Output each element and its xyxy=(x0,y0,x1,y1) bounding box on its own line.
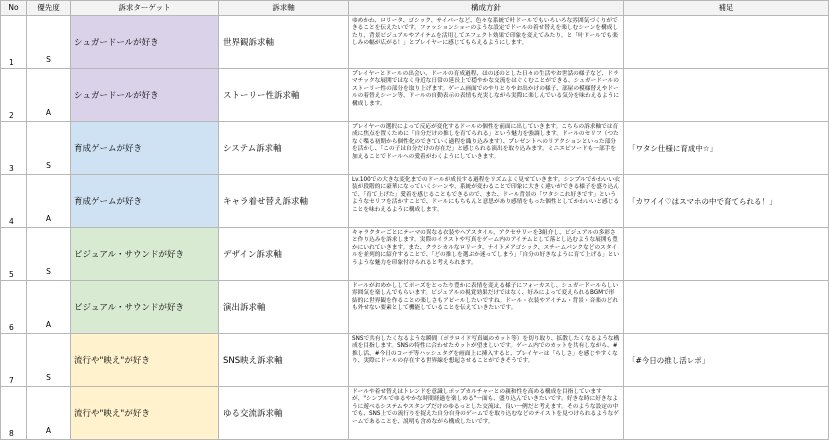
table-row xyxy=(1,334,829,387)
table-row xyxy=(1,175,829,228)
row-no: 6 xyxy=(1,281,27,334)
row-priority: S xyxy=(27,122,71,175)
header-priority: 優先度 xyxy=(27,1,71,16)
row-axis: キャラ着せ替え訴求軸 xyxy=(219,175,349,228)
row-axis: ゆる交流訴求軸 xyxy=(219,387,349,440)
row-priority: S xyxy=(27,16,71,69)
row-target: 流行や"映え"が好き xyxy=(71,334,219,387)
header-note: 補足 xyxy=(624,1,829,16)
row-target: ビジュアル・サウンドが好き xyxy=(71,228,219,281)
row-note: 「ワタシ仕様に育成中☆」 xyxy=(624,122,829,175)
row-axis: SNS映え訴求軸 xyxy=(219,334,349,387)
row-no: 7 xyxy=(1,334,27,387)
row-note: 「#今日の推し活レポ」 xyxy=(624,334,829,387)
row-no: 1 xyxy=(1,16,27,69)
row-note: 「カワイイ♡はスマホの中で育てられる！」 xyxy=(624,175,829,228)
row-priority: A xyxy=(27,175,71,228)
row-note xyxy=(624,387,829,440)
header-target: 訴求ターゲット xyxy=(71,1,219,16)
row-policy: ゆめかわ、ロリータ、ゴシック、サイバーなど、色々な系統で叶ドールでもいろいろな雰囲気づくりができることを伝えたいです。ファッションショーのような設定でドールの着せ替えを楽しむシーンを構成したり、背景ビジュアルやアイテムを活用してエフェクト効果で印象を変えてみたり。と「叶ドールでも楽しみの幅が広がる！」とプレイヤーに感じてもらえるようにします。 xyxy=(349,16,624,69)
row-note xyxy=(624,228,829,281)
row-priority: S xyxy=(27,334,71,387)
table-row xyxy=(1,281,829,334)
row-no: 4 xyxy=(1,175,27,228)
row-note xyxy=(624,69,829,122)
row-target: 流行や"映え"が好き xyxy=(71,387,219,440)
row-policy: SNSで共有したくなるような瞬間（ポラロイド写真風のカット等）を切り取り、拡散したくなるような構成を目指します。SNSの特性に合わせたカットが望ましいです。ゲーム内でのカットを共有しながら、#推し活、#今日のコーデ等ハッシュタグを画面上に挿入すると、プレイヤーは「らしさ」を感じやすくなり、実際にドールの存在する世界線を想起させることができそうです。 xyxy=(349,334,624,387)
table-row xyxy=(1,387,829,440)
row-axis: デザイン訴求軸 xyxy=(219,228,349,281)
header-policy: 構成方針 xyxy=(349,1,624,16)
row-axis: 演出訴求軸 xyxy=(219,281,349,334)
table-row xyxy=(1,69,829,122)
header-row xyxy=(1,1,829,16)
row-target: シュガードールが好き xyxy=(71,69,219,122)
row-policy: Lv.100での大きな変化までのドールが成長する過程をリズムよく見せていきます。シンプルでかわいい衣装が段階的に豪華になっていくシーンや、系統が変わることで印象に大きく違いができる様子を盛り込んで、「育て上げた」愛着を感じることもできるので、また、ドール背景の「ワタシこれ好きです」というようなセリフを活かすことで、ドールにもちもんと意思があり感情をもった個性としてかわいいと感じることを味わえるように構成します。 xyxy=(349,175,624,228)
row-policy: プレイヤーとドールの出会い、ドールの育成過程、ほのぼのとした日々の生活やお世話の様子など、ドラマチックな展開ではなく身近な日常の延長上で穏やかな交流をはぐくむことができる、シュガードールのストーリー性の部分を取り上げます。ゲーム画面でのやりとりやお出かけの様子、部屋の模様替えやドールの着替えシーン等、ドールの自動表示の表情も充実しながら実際に楽しんでいる気分を味わえるように構成します。 xyxy=(349,69,624,122)
row-axis: ストーリー性訴求軸 xyxy=(219,69,349,122)
row-priority: A xyxy=(27,387,71,440)
row-target: ビジュアル・サウンドが好き xyxy=(71,281,219,334)
row-no: 5 xyxy=(1,228,27,281)
row-policy: ドールや着せ替えはトレンドを意識しポップカルチャーとの親和性を高める構成を目指していますが、"シンプルでゆるやかな時間経過を楽しめる"一面も、盛り込んでいきたいです。好きな時に好きなように遊べるシステムやスタンプだけのゆるっとした交流は、良い一例だと考えます。そのような設定の中でも、SNS上での流行りを捉えた自分自身のゲームでを取り込むなどのテイストを見つけられるようなゲームであることを、説明も含めながら構成したいです。 xyxy=(349,387,624,440)
row-note xyxy=(624,281,829,334)
row-no: 8 xyxy=(1,387,27,440)
row-priority: A xyxy=(27,281,71,334)
row-target: 育成ゲームが好き xyxy=(71,122,219,175)
row-target: 育成ゲームが好き xyxy=(71,175,219,228)
row-priority: S xyxy=(27,228,71,281)
row-target: シュガードールが好き xyxy=(71,16,219,69)
row-policy: プレイヤーの選択によって反応が変化するドールの個性を前面に出していきます。こちらの訴求軸では育成に焦点を置くために「自分だけの推しを育てられる」という魅力を強調します。ドールのセリフ（つたなく喋る初期から個性化のできていく過程を織り込みます）、プレゼントへのリアクションといった部分を活かし、「この子は自分だけの存在だ」と感じられる演出を取り込みます。ミニエピソードも一部手を加えることでドールへの愛着がわくようにしていきます。 xyxy=(349,122,624,175)
table-row xyxy=(1,16,829,69)
header-no: No xyxy=(1,1,27,16)
row-priority: A xyxy=(27,69,71,122)
row-axis: システム訴求軸 xyxy=(219,122,349,175)
table-row xyxy=(1,228,829,281)
header-axis: 訴求軸 xyxy=(219,1,349,16)
row-no: 2 xyxy=(1,69,27,122)
row-policy: キャラクターごとにテーマの異なる衣装やヘアスタイル、アクセサリーを3組介し、ビジュアルの多彩さと作り込みを訴求します。実際のイラストや写真をゲーム内のアイテムとして落とし込むような展開も豊かにいれていきます。また、クラシカルなロリータ、ナイトメアゴシック、スチームパンクなどのスタイルを並列的に紹介することで、「どの推しを選ぶか迷ってしまう」「自分の好きなように育て上げる」というような魅力を印象付けられると考えられます。 xyxy=(349,228,624,281)
row-no: 3 xyxy=(1,122,27,175)
table-row xyxy=(1,122,829,175)
row-axis: 世界観訴求軸 xyxy=(219,16,349,69)
row-note xyxy=(624,16,829,69)
row-policy: ドールがおめかししてポーズをとったり豊かに表情を変える様子にフォーカスし、シュガードールらしい雰囲気を楽しんでもらいます。ビジュアルの視覚効果だけではなく、好みによって変えられるBGMで形結的に世界観を作ることの楽しさもアピールしたいですね。ドール・衣装やアイテム・背景・音楽のどれも外せない要素として機能していることを伝えていきたいです。 xyxy=(349,281,624,334)
